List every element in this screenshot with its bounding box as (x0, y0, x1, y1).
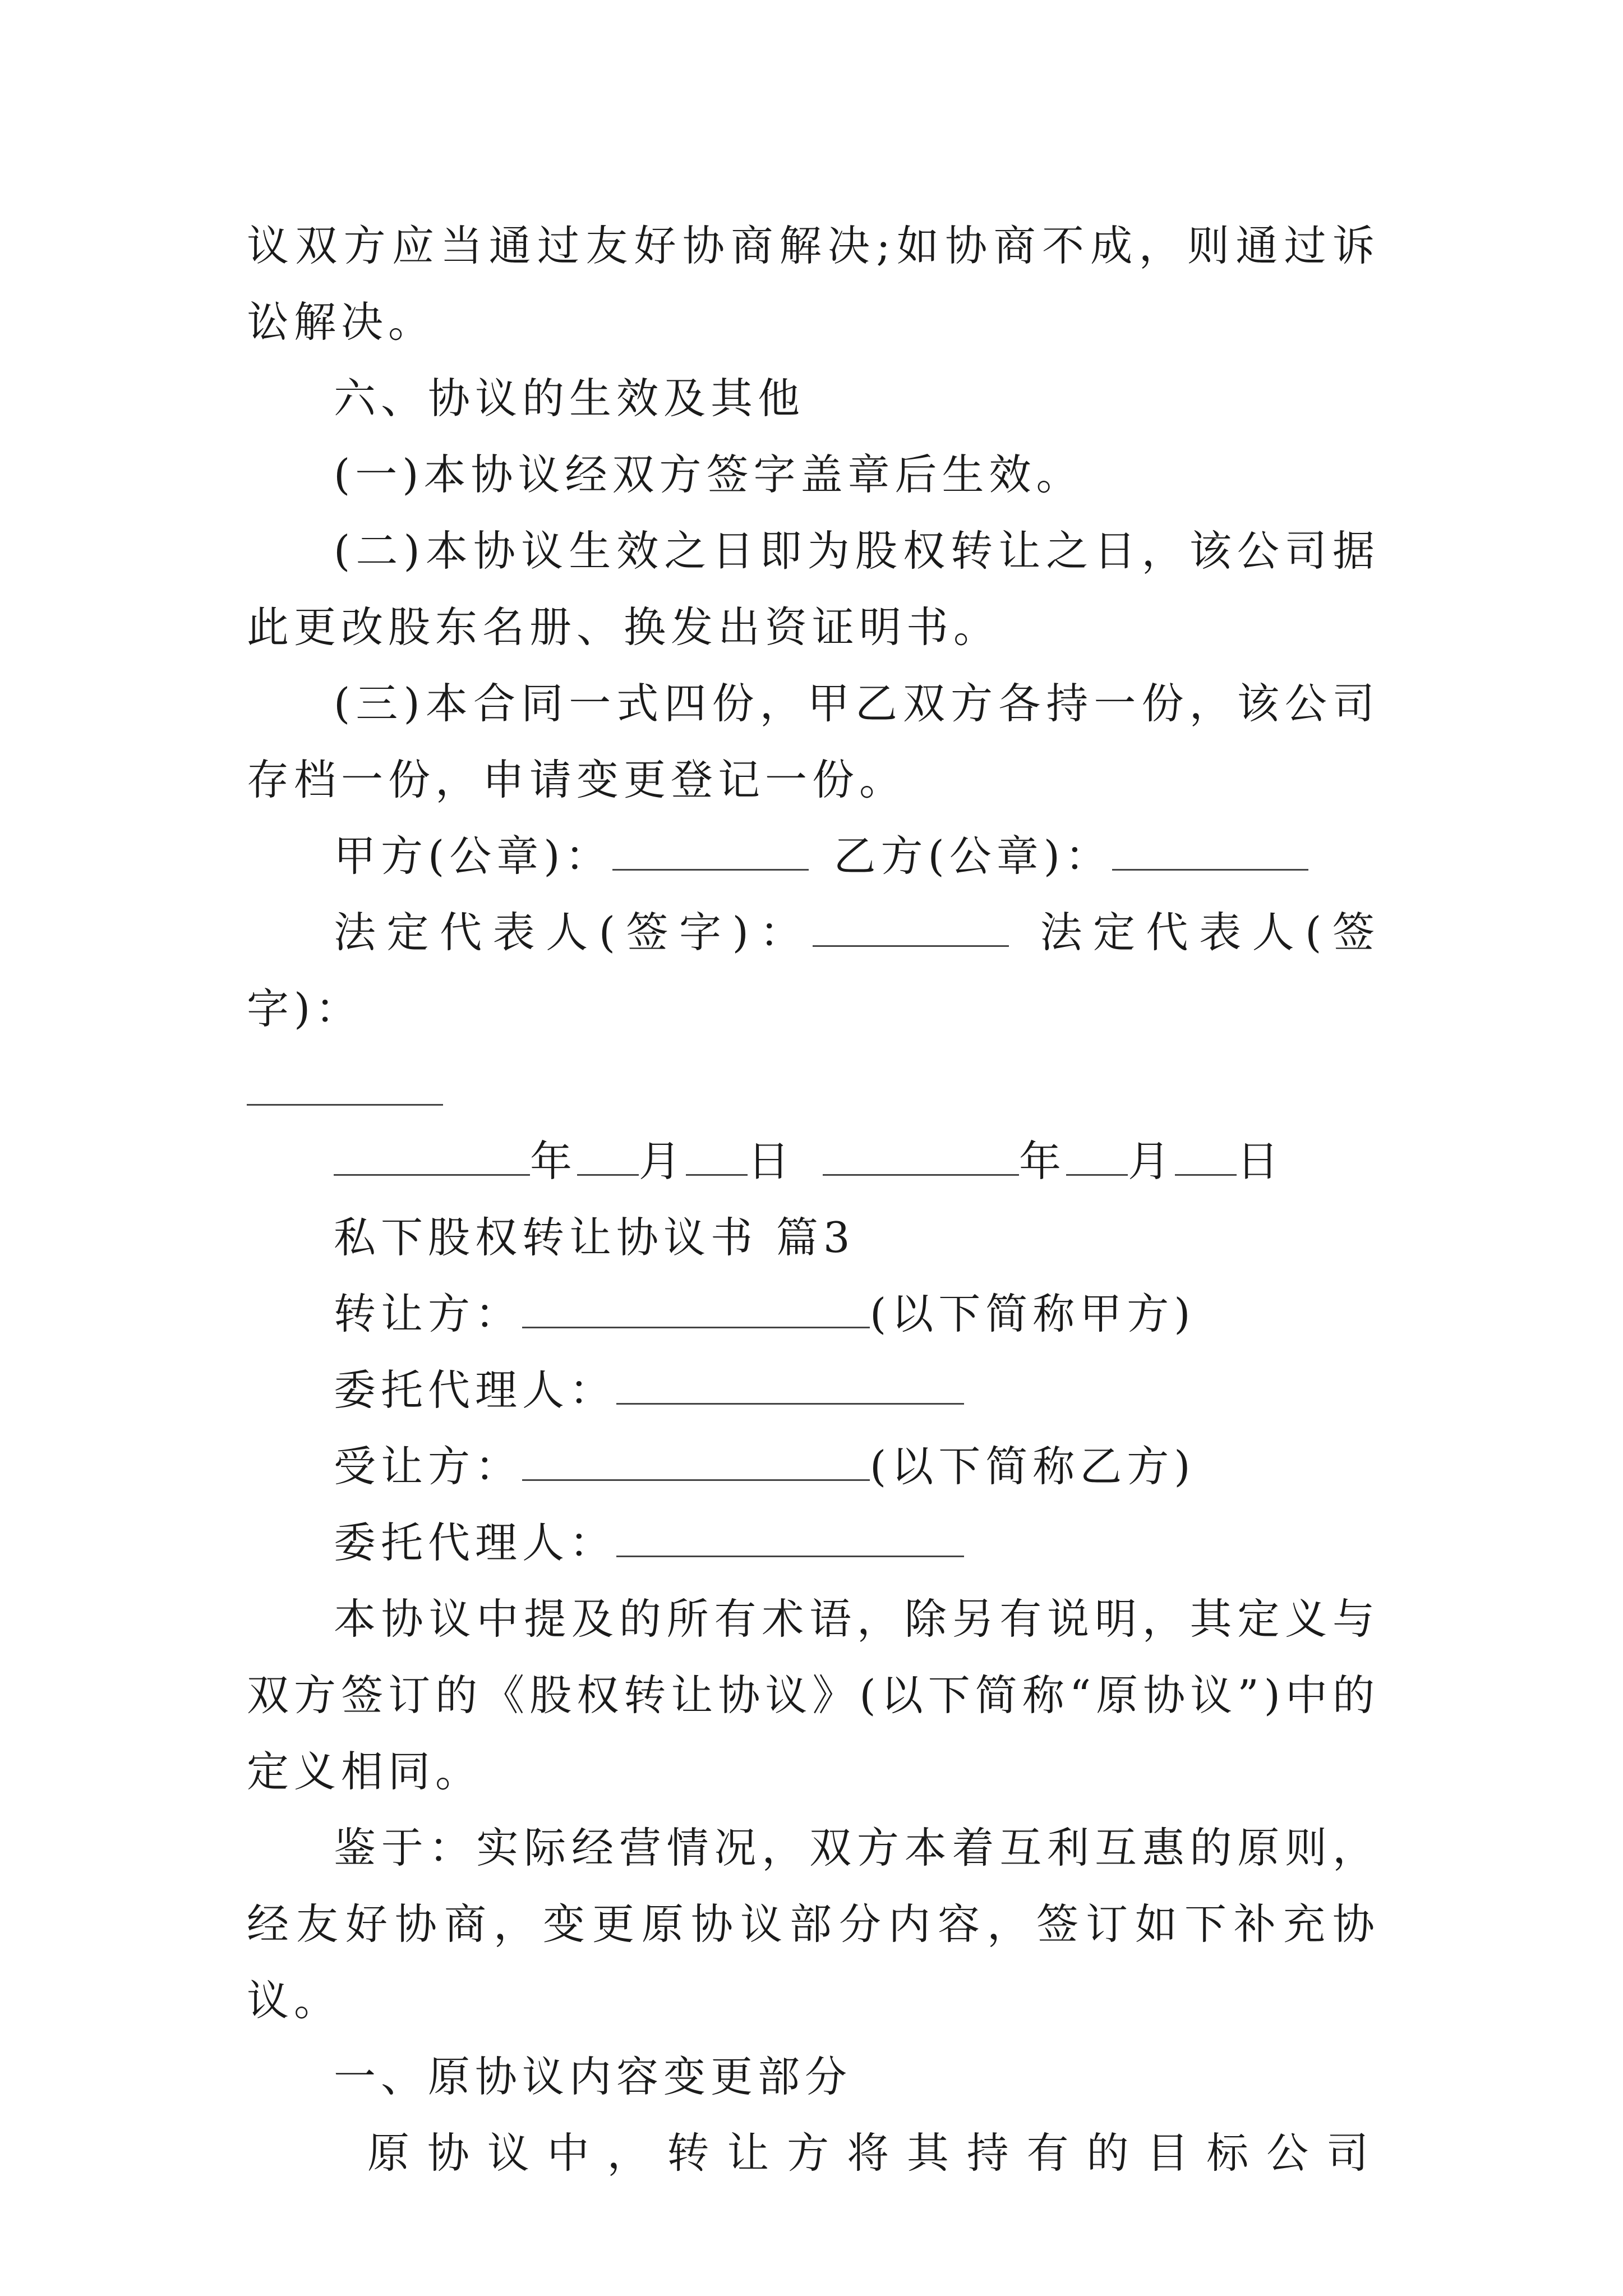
transferor-blank[interactable] (522, 1292, 870, 1328)
paragraph-original-agreement: 原协议中，转让方将其持有的目标公司 (367, 2128, 1380, 2178)
clause-copies: (三)本合同一式四份，甲乙双方各持一份，该公司存档一份，申请变更登记一份。 (247, 679, 1380, 804)
date-b-month-blank[interactable] (1066, 1139, 1128, 1176)
paragraph-terms-definition: 本协议中提及的所有术语，除另有说明，其定义与双方签订的《股权转让协议》(以下简称“原协议”)中的定义相同。 (247, 1594, 1380, 1796)
party-b-seal-blank[interactable] (1112, 834, 1308, 871)
agent-2-blank[interactable] (616, 1521, 964, 1557)
date-a-month-blank[interactable] (577, 1139, 639, 1176)
transferee-line (247, 1428, 1380, 1504)
party-b-rep-label: 法定代表人(签字)： (247, 908, 1380, 1033)
date-b-month-label: 月 (1128, 1137, 1175, 1186)
transferee-blank[interactable] (522, 1444, 870, 1481)
document-body (247, 208, 1380, 2191)
transferee-suffix: (以下简称乙方) (870, 1442, 1196, 1491)
transferee-label: 受让方： (334, 1442, 523, 1491)
legal-rep-line (247, 894, 1380, 1047)
party-a-rep-blank[interactable] (813, 910, 1009, 947)
section-heading-changes: 一、原协议内容变更部分 (334, 2052, 852, 2101)
date-b-day-blank[interactable] (1175, 1139, 1237, 1176)
date-a-year-label: 年 (530, 1137, 578, 1186)
agent-1-label: 委托代理人： (334, 1365, 617, 1415)
party-b-rep-blank[interactable] (247, 1069, 443, 1106)
transferor-label: 转让方： (334, 1289, 523, 1338)
transferor-line (247, 1276, 1380, 1352)
paragraph-dispute-resolution: 议双方应当通过友好协商解决;如协商不成，则通过诉讼解决。 (247, 221, 1380, 347)
date-a-month-label: 月 (639, 1137, 686, 1186)
paragraph-whereas: 鉴于：实际经营情况，双方本着互利互惠的原则，经友好协商，变更原协议部分内容，签订如下补充协议。 (247, 1823, 1380, 2025)
clause-transfer-date: (二)本协议生效之日即为股权转让之日，该公司据此更改股东名册、换发出资证明书。 (247, 526, 1380, 652)
transferor-suffix: (以下简称甲方) (870, 1289, 1196, 1338)
party-b-rep-blank-line (247, 1047, 1380, 1123)
document-title-part3: 私下股权转让协议书 篇3 (334, 1213, 855, 1262)
party-a-seal-label: 甲方(公章)： (334, 831, 612, 881)
clause-effective-on-signing: (一)本协议经双方签字盖章后生效。 (334, 450, 1083, 499)
section-heading-effectiveness: 六、协议的生效及其他 (334, 374, 805, 423)
date-a-day-label: 日 (748, 1137, 795, 1186)
agent-2-line (247, 1504, 1380, 1581)
date-b-year-blank[interactable] (823, 1139, 1019, 1176)
date-a-day-blank[interactable] (686, 1139, 748, 1176)
agent-1-blank[interactable] (616, 1368, 964, 1405)
date-a-year-blank[interactable] (334, 1139, 530, 1176)
party-b-seal-label: 乙方(公章)： (833, 831, 1113, 881)
party-a-rep-label: 法定代表人(签字)： (334, 908, 813, 957)
agent-1-line (247, 1352, 1380, 1428)
date-b-year-label: 年 (1019, 1137, 1067, 1186)
agent-2-label: 委托代理人： (334, 1518, 617, 1567)
signature-seal-line (247, 818, 1380, 894)
party-a-seal-blank[interactable] (612, 834, 809, 871)
date-b-day-label: 日 (1237, 1137, 1284, 1186)
date-line (247, 1123, 1380, 1199)
